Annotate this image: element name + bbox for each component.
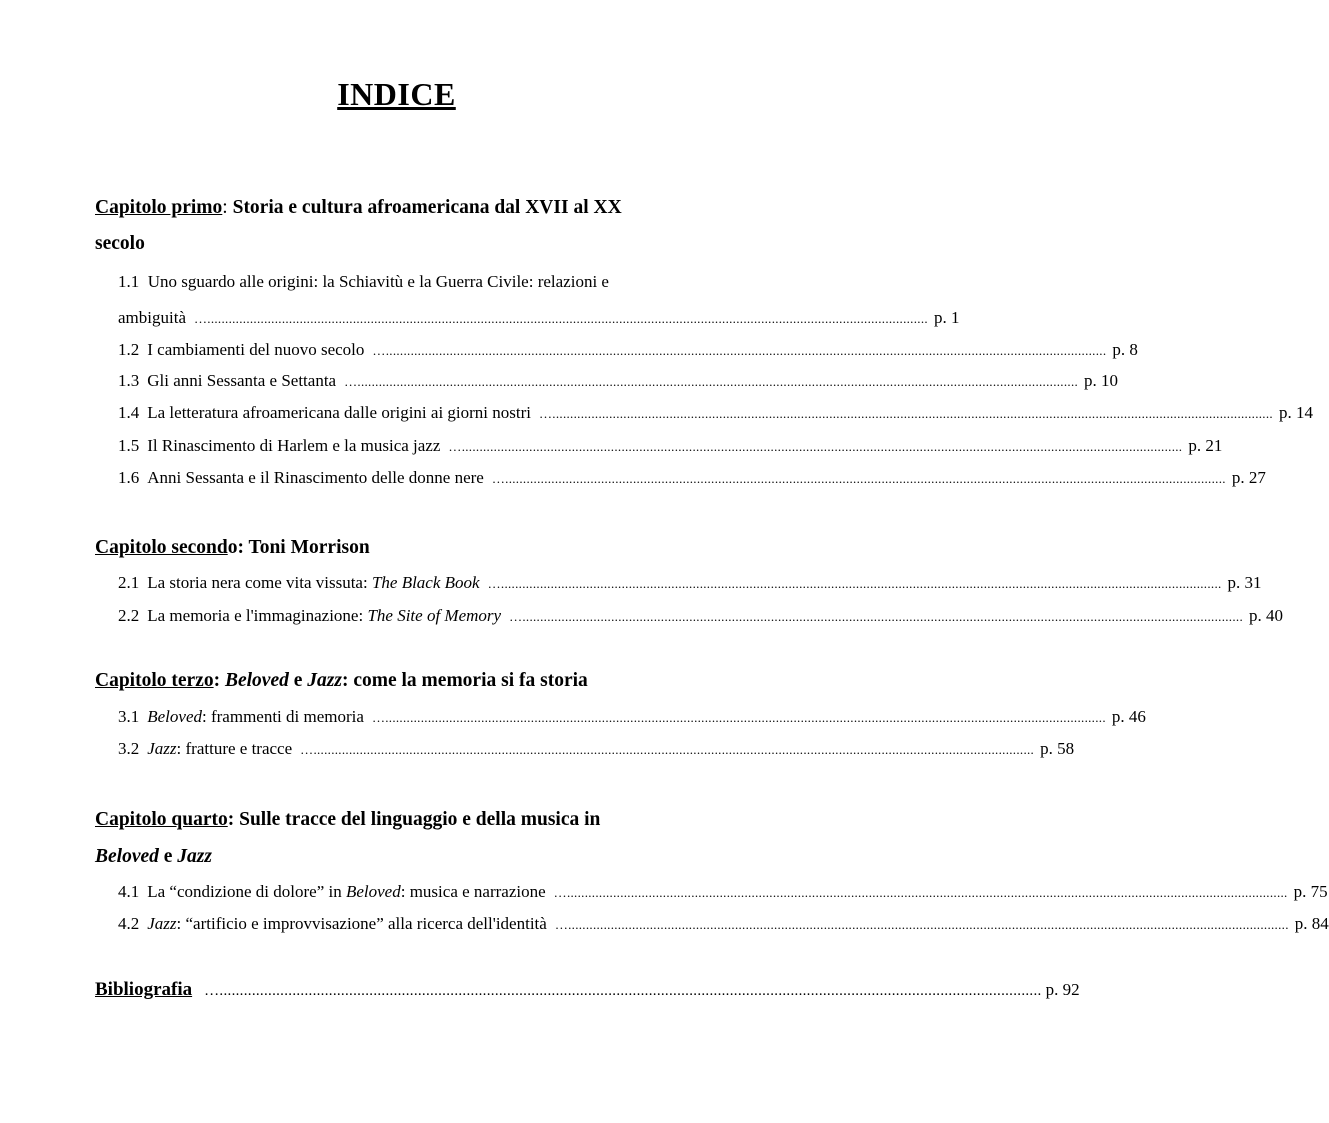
entry-page: p. 14 (1278, 403, 1313, 422)
toc-entry-2-1 (118, 571, 1262, 595)
chapter-3-title-italic: Jazz (307, 670, 342, 691)
entry-page: p. 21 (1188, 436, 1223, 455)
leader-dots: …........................................................................................................................................................................................................... (371, 710, 1106, 725)
entry-text-plain: : “artificio e improvvisazione” alla ricerca dell'identità (176, 914, 547, 933)
entry-text: La letteratura afroamericana dalle origini ai giorni nostri (147, 403, 531, 422)
chapter-3-heading (95, 663, 717, 698)
toc-entry-1-1-line1 (118, 270, 609, 294)
entry-text-italic: Beloved (345, 882, 401, 901)
entry-page: p. 46 (1111, 707, 1146, 726)
entry-number: 1.2 (118, 340, 140, 359)
entry-number: 1.1 (118, 272, 140, 291)
chapter-4-title-italic: Beloved (95, 846, 159, 867)
entry-text-italic: The Site of Memory (367, 606, 502, 625)
bibliography-page: p. 92 (1045, 980, 1080, 999)
chapter-4-heading (95, 802, 717, 837)
entry-number: 4.1 (118, 882, 140, 901)
entry-text: I cambiamenti del nuovo secolo (147, 340, 365, 359)
leader-dots: …........................................................................................................................................................................................................... (539, 406, 1273, 421)
leader-dots: …........................................................................................................................................................................................................... (344, 374, 1079, 389)
entry-page: p. 75 (1293, 882, 1328, 901)
toc-entry-1-4 (118, 401, 1313, 425)
entry-number: 2.1 (118, 573, 140, 592)
entry-text-plain: : musica e narrazione (400, 882, 546, 901)
chapter-1-title: Storia e cultura afroamericana dal XVII al XX (232, 197, 622, 218)
chapter-2-label-tail: o (227, 537, 238, 558)
leader-dots: …........................................................................................................................................................................................................... (193, 311, 928, 326)
entry-text (147, 705, 364, 729)
entry-page: p. 84 (1294, 914, 1329, 933)
chapter-3-title-part: : (213, 670, 225, 691)
entry-text: Anni Sessanta e il Rinascimento delle donne nere (147, 468, 484, 487)
chapter-2-title: : Toni Morrison (237, 537, 370, 558)
chapter-2-heading (95, 530, 717, 565)
entry-text (147, 912, 547, 936)
chapter-1-label: Capitolo primo (95, 197, 223, 218)
entry-text-italic: Jazz (147, 739, 177, 758)
toc-bibliography (95, 979, 1080, 1005)
page-title: INDICE (337, 76, 456, 112)
leader-dots: …........................................................................................................................................................................................................... (554, 917, 1289, 932)
entry-text: ambiguità (118, 308, 186, 327)
toc-entry-4-2 (118, 912, 1329, 936)
leader-dots: …........................................................................................................................................................................................................... (300, 742, 1035, 757)
leader-dots: …........................................................................................................................................................................................................... (487, 576, 1222, 591)
entry-number: 3.2 (118, 739, 140, 758)
chapter-3-title-part: e (288, 670, 308, 691)
entry-page: p. 8 (1112, 340, 1138, 359)
chapter-4-label: Capitolo quarto (95, 809, 228, 830)
entry-page: p. 27 (1231, 468, 1266, 487)
chapter-4-heading-cont (95, 839, 717, 874)
leader-dots: …........................................................................................................................................................................................................... (509, 609, 1244, 624)
chapter-4-separator: : (227, 809, 240, 830)
chapter-3-title-italic: Beloved (224, 670, 289, 691)
entry-text: Il Rinascimento di Harlem e la musica jazz (147, 436, 441, 455)
entry-number: 1.4 (118, 403, 140, 422)
entry-text-italic: Beloved (147, 707, 202, 726)
entry-number: 4.2 (118, 914, 140, 933)
entry-text-italic: The Black Book (371, 573, 480, 592)
toc-entry-1-3 (118, 369, 1119, 393)
entry-text-italic: Jazz (147, 914, 177, 933)
entry-page: p. 10 (1084, 371, 1119, 390)
entry-text (147, 737, 292, 761)
toc-entry-3-2 (118, 737, 1075, 761)
leader-dots: …........................................................................................................................................................................................................... (491, 471, 1226, 486)
entry-text-plain: La memoria e l'immaginazione: (147, 606, 368, 625)
entry-text: Gli anni Sessanta e Settanta (147, 371, 337, 390)
toc-entry-4-1 (118, 880, 1328, 904)
entry-text: Uno sguardo alle origini: la Schiavitù e la Guerra Civile: relazioni e (147, 272, 609, 291)
entry-number: 1.6 (118, 468, 140, 487)
entry-number: 1.5 (118, 436, 140, 455)
entry-number: 3.1 (118, 707, 140, 726)
entry-text (147, 604, 501, 628)
chapter-4-title-part: e (158, 846, 178, 867)
entry-text-plain: La “condizione di dolore” in (147, 882, 346, 901)
chapter-3-label: Capitolo terzo (95, 670, 214, 691)
chapter-4-title: Sulle tracce del linguaggio e della musica in (239, 809, 601, 830)
toc-entry-1-5 (118, 434, 1223, 458)
leader-dots: …........................................................................................................................................................................................................... (553, 885, 1288, 900)
leader-dots: …........................................................................................................................................................................................................... (204, 983, 1042, 999)
chapter-1-heading (95, 190, 717, 225)
toc-entry-1-1 (118, 306, 960, 330)
toc-entry-1-6 (118, 466, 1266, 490)
entry-number: 1.3 (118, 371, 140, 390)
chapter-2-label: Capitolo second (95, 537, 228, 558)
chapter-4-title-italic: Jazz (177, 846, 212, 867)
entry-text-plain: : frammenti di memoria (202, 707, 364, 726)
entry-text (147, 880, 545, 904)
toc-entry-2-2 (118, 604, 1284, 628)
bibliography-label: Bibliografia (95, 979, 193, 1000)
entry-number: 2.2 (118, 606, 140, 625)
toc-entry-3-1 (118, 705, 1146, 729)
chapter-3-title-part: : come la memoria si fa storia (341, 670, 588, 691)
chapter-1-heading-cont (95, 226, 717, 261)
chapter-1-title-line2: secolo (95, 233, 145, 254)
entry-page: p. 40 (1249, 606, 1284, 625)
entry-text-plain: : fratture e tracce (176, 739, 293, 758)
entry-text (147, 571, 479, 595)
toc-entry-1-2 (118, 338, 1138, 362)
entry-text-plain: La storia nera come vita vissuta: (147, 573, 372, 592)
leader-dots: …........................................................................................................................................................................................................... (448, 439, 1183, 454)
entry-page: p. 58 (1040, 739, 1075, 758)
entry-page: p. 1 (933, 308, 960, 327)
chapter-1-separator: : (222, 197, 233, 218)
entry-page: p. 31 (1227, 573, 1262, 592)
leader-dots: …........................................................................................................................................................................................................... (372, 343, 1107, 358)
